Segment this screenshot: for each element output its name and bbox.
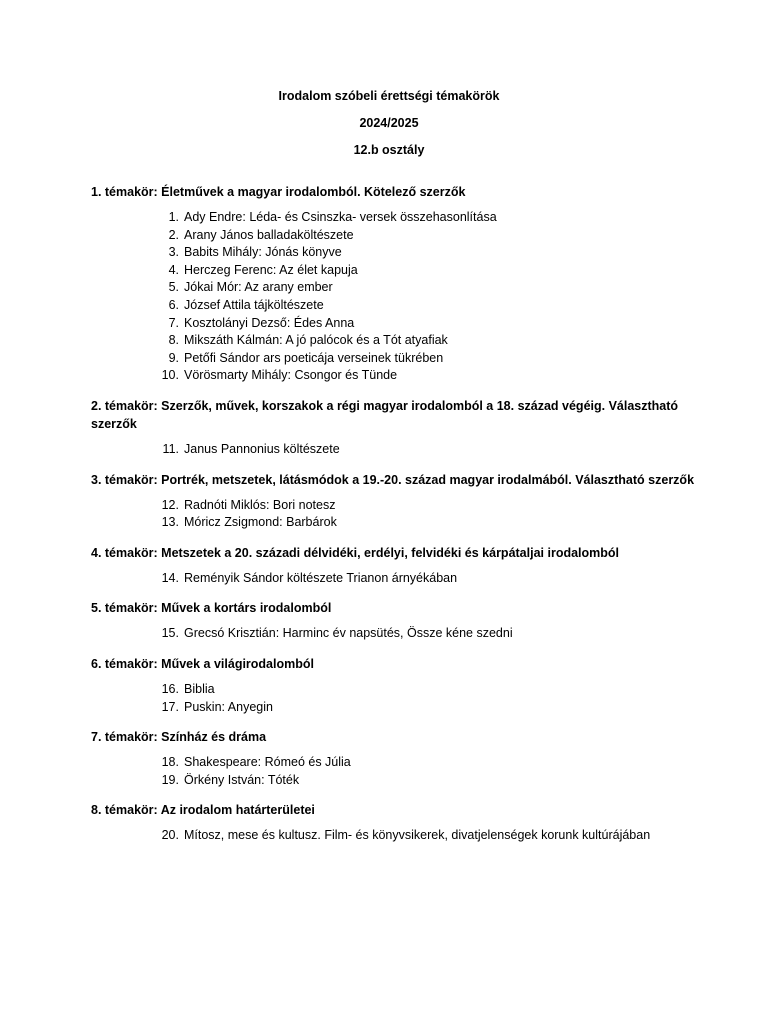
list-item [91, 315, 698, 333]
item-number: 4. [168, 262, 179, 277]
item-number: 20. [161, 828, 179, 843]
topic-items [91, 570, 698, 588]
topic-section [91, 801, 698, 845]
topic-title: 5. témakör: Művek a kortárs irodalomból [91, 601, 332, 616]
item-number: 12. [161, 497, 179, 512]
item-text: Grecsó Krisztián: Harminc év napsütés, Össze kéne szedni [184, 626, 513, 641]
item-number: 8. [168, 333, 179, 348]
topic-list [91, 183, 698, 845]
item-text: Mítosz, mese és kultusz. Film- és könyvsikerek, divatjelenségek korunk kultúrájában [184, 828, 651, 843]
item-text: Petőfi Sándor ars poeticája verseinek tükrében [184, 350, 444, 365]
item-number: 15. [161, 626, 179, 641]
item-number: 13. [161, 515, 179, 530]
item-number: 9. [168, 350, 179, 365]
item-text: Reményik Sándor költészete Trianon árnyékában [184, 570, 458, 585]
item-text: Puskin: Anyegin [184, 699, 273, 714]
list-item [91, 441, 698, 459]
list-item [91, 699, 698, 717]
topic-title: 1. témakör: Életművek a magyar irodalomból. Kötelező szerzők [91, 185, 466, 199]
document-header [70, 86, 708, 167]
item-number: 6. [168, 297, 179, 312]
list-item [91, 244, 698, 262]
list-item [91, 209, 698, 227]
item-number: 17. [161, 699, 179, 714]
item-text: Babits Mihály: Jónás könyve [184, 245, 342, 260]
item-text: Ady Endre: Léda- és Csinszka- versek összehasonlítása [184, 210, 497, 224]
topic-section [91, 599, 698, 643]
item-text: József Attila tájköltészete [184, 297, 324, 312]
list-item [91, 262, 698, 280]
item-number: 19. [161, 772, 179, 787]
list-item [91, 625, 698, 643]
topic-section [91, 728, 698, 789]
document-title: Irodalom szóbeli érettségi témakörök [278, 89, 500, 103]
list-item [91, 497, 698, 515]
topic-title: 7. témakör: Színház és dráma [91, 730, 267, 745]
item-text: Jókai Mór: Az arany ember [184, 280, 333, 295]
item-text: Örkény István: Tóték [184, 772, 300, 787]
topic-items [91, 441, 698, 459]
list-item [91, 681, 698, 699]
list-item [91, 772, 698, 790]
item-number: 11. [162, 441, 179, 456]
topic-title: 3. témakör: Portrék, metszetek, látásmódok a 19.-20. század magyar irodalmából. Választható szerzők [91, 472, 695, 487]
item-text: Herczeg Ferenc: Az élet kapuja [184, 262, 358, 277]
list-item [91, 350, 698, 368]
list-item [91, 367, 698, 385]
topic-items [91, 497, 698, 532]
item-number: 2. [168, 227, 179, 242]
list-item [91, 827, 698, 845]
topic-title: 8. témakör: Az irodalom határterületei [91, 803, 315, 818]
school-year: 2024/2025 [359, 116, 419, 130]
item-number: 10. [161, 368, 179, 383]
topic-section [91, 397, 698, 459]
item-number: 18. [161, 755, 179, 770]
topic-title: 4. témakör: Metszetek a 20. századi délvidéki, erdélyi, felvidéki és kárpátaljai irodalomból [91, 545, 620, 560]
list-item [91, 297, 698, 315]
item-text: Vörösmarty Mihály: Csongor és Tünde [184, 368, 398, 383]
header-spacer [91, 167, 698, 183]
item-number: 3. [168, 245, 179, 260]
topic-title: 6. témakör: Művek a világirodalomból [91, 656, 314, 671]
list-item [91, 514, 698, 532]
topic-title: 2. témakör: Szerzők, művek, korszakok a régi magyar irodalomból a 18. század végéig. Választható szerzők [91, 398, 679, 431]
list-item [91, 332, 698, 350]
topic-items [91, 827, 698, 845]
item-text: Kosztolányi Dezső: Édes Anna [184, 315, 355, 330]
item-text: Janus Pannonius költészete [184, 441, 340, 456]
item-number: 14. [161, 570, 179, 585]
class-name: 12.b osztály [353, 143, 425, 157]
topic-items [91, 681, 698, 716]
topic-items [91, 625, 698, 643]
topic-section [91, 471, 698, 532]
item-number: 16. [161, 681, 179, 696]
list-item [91, 279, 698, 297]
topic-items [91, 209, 698, 385]
list-item [91, 754, 698, 772]
item-number: 1. [168, 210, 179, 224]
item-number: 7. [168, 315, 179, 330]
list-item [91, 570, 698, 588]
item-text: Mikszáth Kálmán: A jó palócok és a Tót atyafiak [184, 333, 448, 348]
topic-items [91, 754, 698, 789]
item-text: Móricz Zsigmond: Barbárok [184, 515, 337, 530]
item-text: Arany János balladaköltészete [184, 227, 354, 242]
item-text: Shakespeare: Rómeó és Júlia [184, 755, 351, 770]
item-number: 5. [168, 280, 179, 295]
item-text: Radnóti Miklós: Bori notesz [184, 497, 336, 512]
list-item [91, 227, 698, 245]
topic-section [91, 544, 698, 588]
topic-section [91, 183, 698, 385]
item-text: Biblia [184, 681, 215, 696]
topic-section [91, 655, 698, 716]
